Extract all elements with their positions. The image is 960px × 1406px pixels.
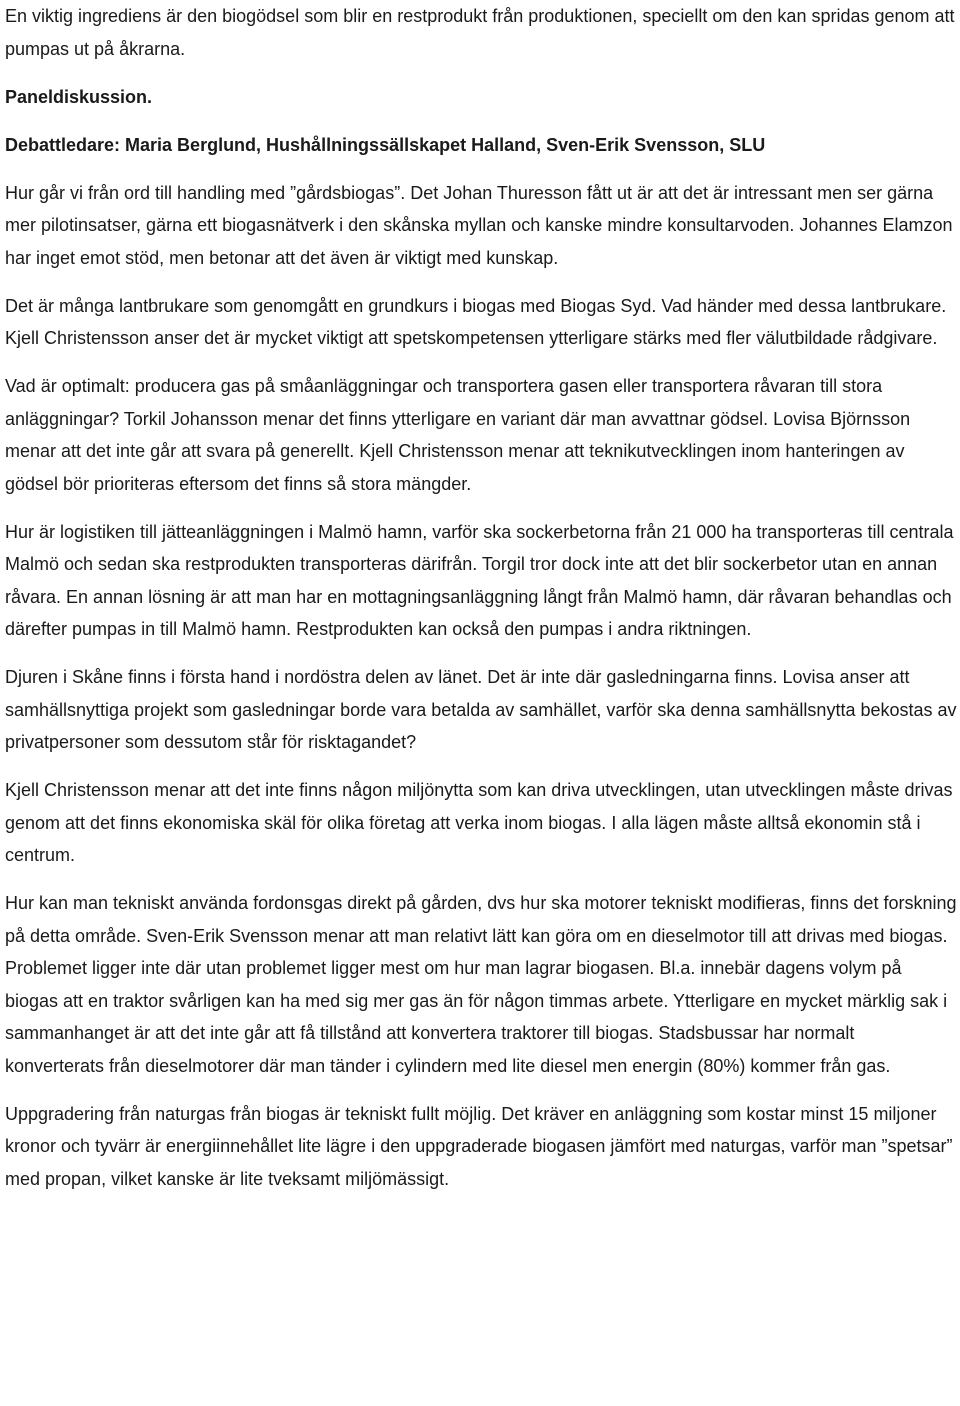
paragraph-logistik: Hur är logistiken till jätteanläggningen i Malmö hamn, varför ska sockerbetorna från 21 000 ha transporteras till centrala Malmö och sedan ska restprodukten transporteras därifrån. Torgil tror dock inte att det blir sockerbetor utan en annan råvara. En annan lösning är att man har en mottagningsanläggning långt från Malmö hamn, där råvaran behandlas och därefter pumpas in till Malmö hamn. Restprodukten kan också den pumpas i andra riktningen. [5, 521, 954, 639]
document-page [5, 0, 957, 1195]
paragraph-uppgradering: Uppgradering från naturgas från biogas är tekniskt fullt möjlig. Det kräver en anläggning som kostar minst 15 miljoner kronor och tyvärr är energiinnehållet lite lägre i den uppgraderade biogasen jämfört med naturgas, varför man ”spetsar” med propan, vilket kanske är lite tveksamt miljömässigt. [5, 1103, 953, 1189]
paragraph-intro: En viktig ingrediens är den biogödsel som blir en restprodukt från produktionen, speciellt om den kan spridas genom att pumpas ut på åkrarna. [5, 6, 955, 59]
paragraph-miljonytta: Kjell Christensson menar att det inte finns någon miljönytta som kan driva utvecklingen, utan utvecklingen måste drivas genom att det finns ekonomiska skäl för olika företag att verka inom biogas. I alla lägen måste alltså ekonomin stå i centrum. [5, 780, 953, 865]
heading-paneldiskussion: Paneldiskussion. [5, 86, 153, 107]
heading-debattledare: Debattledare: Maria Berglund, Hushållningssällskapet Halland, Sven-Erik Svensson, SLU [5, 134, 766, 155]
paragraph-ord-till-handling: Hur går vi från ord till handling med ”gårdsbiogas”. Det Johan Thuresson fått ut är att det är intressant men ser gärna mer pilotinsatser, gärna ett biogasnätverk i den skånska myllan och kanske mindre konsultarvoden. Johannes Elamzon har inget emot stöd, men betonar att det även är viktigt med kunskap. [5, 182, 953, 268]
paragraph-optimalt: Vad är optimalt: producera gas på småanläggningar och transportera gasen eller transportera råvaran till stora anläggningar? Torkil Johansson menar det finns ytterligare en variant där man avvattnar gödsel. Lovisa Björnsson menar att det inte går att svara på generellt. Kjell Christensson menar att teknikutvecklingen inom hanteringen av gödsel bör prioriteras eftersom det finns så stora mängder. [5, 376, 911, 494]
paragraph-grundkurs: Det är många lantbrukare som genomgått en grundkurs i biogas med Biogas Syd. Vad händer med dessa lantbrukare. Kjell Christensson anser det är mycket viktigt att spetskompetensen ytterligare stärks med fler välutbildade rådgivare. [5, 295, 947, 348]
paragraph-fordonsgas: Hur kan man tekniskt använda fordonsgas direkt på gården, dvs hur ska motorer tekniskt modifieras, finns det forskning på detta område. Sven-Erik Svensson menar att man relativt lätt kan göra om en dieselmotor till att drivas med biogas. Problemet ligger inte där utan problemet ligger mest om hur man lagrar biogasen. Bl.a. innebär dagens volym på biogas att en traktor svårligen kan ha med sig mer gas än för någon timmas arbete. Ytterligare en mycket märklig sak i sammanhanget är att det inte går att få tillstånd att konvertera traktorer till biogas. Stadsbussar har normalt konverterats från dieselmotorer där man tänder i cylindern med lite diesel men energin (80%) kommer från gas. [5, 893, 957, 1076]
paragraph-djuren: Djuren i Skåne finns i första hand i nordöstra delen av länet. Det är inte där gasledningarna finns. Lovisa anser att samhällsnyttiga projekt som gasledningar borde vara betalda av samhället, varför ska denna samhällsnytta bekostas av privatpersoner som dessutom står för risktagandet? [5, 667, 957, 752]
